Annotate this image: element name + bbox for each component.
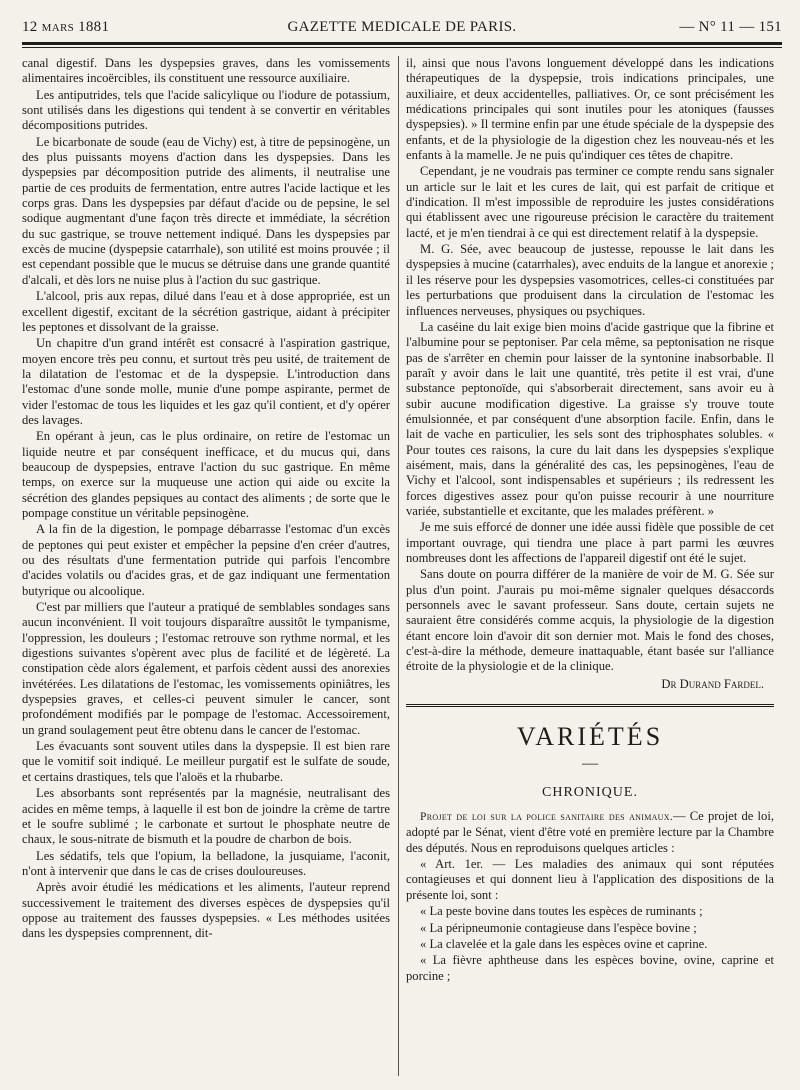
header-rule-thin	[22, 47, 782, 48]
paragraph: En opérant à jeun, cas le plus ordinaire, on retire de l'estomac un liquide neutre et par conséquent inefficace, et du mucus qui, dans beaucoup de dyspepsies, entrave l'action du suc gastrique. En même temps, on exerce sur la muqueuse une action qui aide ou excite la sécrétion des glandes pepsiques au contact des aliments ; de sorte que le pompage constitue un véritable pepsinogène.	[22, 429, 390, 520]
paragraph: Je me suis efforcé de donner une idée aussi fidèle que possible de cet important ouvrage, qui tiendra une place à part parmi les œuvres nombreuses dont les affections de l'appareil digestif ont été le sujet.	[406, 520, 774, 565]
left-column	[22, 56, 390, 943]
page-header	[22, 16, 782, 38]
paragraph: Cependant, je ne voudrais pas terminer ce compte rendu sans signaler un article sur le lait et les cures de lait, qui est parfait de critique et d'indication. Il m'est impossible de reproduire les justes considérations qui établissent avec une rigoureuse précision le caractère du traitement lacté, et je m'en tiendrai à ce qui est directement relatif à la dyspepsie.	[406, 164, 774, 240]
paragraph: C'est par milliers que l'auteur a pratiqué de semblables sondages sans aucun inconvénient. Il voit toujours disparaître aussitôt le tympanisme, l'oppression, les douleurs ; l'estomac retrouve son rythme normal, et les digestions suivantes s'opèrent avec plus de facilité et de légèreté. La constipation cède alors également, et parfois cèdent aussi des anorexies invétérées. Les dilatations de l'estomac, les vomissements opiniâtres, les dyspepsies graves, et celles-ci peuvent simuler le cancer, sont profondément modifiés par le pompage de l'estomac. Accessoirement, un grand soulagement peut être obtenu dans le cancer de l'estomac.	[22, 600, 390, 737]
article-intro: — Ce projet de loi, adopté par le Sénat, vient d'être voté en première lecture par la Chambre des députés. Nous en reproduisons quelques articles :	[406, 809, 774, 855]
list-item: « La fièvre aphtheuse dans les espèces bovine, ovine, caprine et porcine ;	[406, 953, 774, 983]
paragraph: Les évacuants sont souvent utiles dans la dyspepsie. Il est bien rare que le vomitif soit indiqué. Le meilleur purgatif est le sulfate de soude, et certains drastiques, tels que l'aloës et la rhubarbe.	[22, 739, 390, 784]
paragraph: L'alcool, pris aux repas, dilué dans l'eau et à dose appropriée, est un excellent digestif, excitant de la sécrétion gastrique, aidant à précipiter les peptones et dissolvant de la graisse.	[22, 289, 390, 334]
section-dash: —	[582, 755, 598, 773]
paragraph: Les absorbants sont représentés par la magnésie, neutralisant des acides en même temps, à laquelle il est bon de joindre la crème de tartre et le soufre sublimé ; le carbonate et surtout le phosphate neutre de chaux, le sous-nitrate de bismuth et la poudre de charbon de bois.	[22, 786, 390, 847]
newspaper-page	[22, 16, 782, 1082]
paragraph: M. G. Sée, avec beaucoup de justesse, repousse le lait dans les dyspepsies à mucine (catarrhales), avec enduits de la langue et anorexie ; il les réserve pour les dyspepsies vasomotrices, celles-ci constituées par les perturbations que produisent dans la circulation de l'estomac les influences nerveuses, physiques ou psychiques.	[406, 242, 774, 318]
list-item: « Art. 1er. — Les maladies des animaux qui sont réputées contagieuses et qui donnent lieu à l'application des dispositions de la présente loi, sont :	[406, 857, 774, 902]
article-intro-paragraph	[406, 809, 774, 856]
paragraph: Sans doute on pourra différer de la manière de voir de M. G. Sée sur plus d'un point. J'aurais pu moi-même signaler quelques désaccords personnels avec le savant professeur. Sans doute, certain sujets ne sauraient être considérés comme acquis, la physiologie de la digestion étant encore loin d'avoir dit son dernier mot. Mais le fond des choses, c'est-à-dire la méthode, demeure inattaquable, étant basée sur l'alliance étroite de la physiologie et de la clinique.	[406, 567, 774, 674]
issue-date: 12 mars 1881	[22, 19, 110, 35]
paragraph: il, ainsi que nous l'avons longuement développé dans les indications thérapeutiques de la dyspepsie, trois indications principales, une auxiliaire, et deux accidentelles, palliatives. Or, ce sont précisément les médications principales qui sont inutiles pour les atoniques (fausses dyspepsies). » Il termine enfin par une étude spéciale de la dyspepsie des enfants, et de la physiologie de la digestion chez les nouveau-nés et les enfants à la mamelle. Je ne puis qu'indiquer ces têtes de chapitre.	[406, 56, 774, 163]
header-rule	[22, 42, 782, 45]
author-signature: Dr Durand Fardel.	[661, 676, 764, 691]
section-title: VARIÉTÉS	[516, 722, 664, 752]
paragraph: canal digestif. Dans les dyspepsies graves, dans les vomissements alimentaires incoërcibles, ils constituent une ressource auxiliaire.	[22, 56, 390, 86]
list-item: « La péripneumonie contagieuse dans l'espèce bovine ;	[420, 920, 697, 935]
paragraph: Un chapitre d'un grand intérêt est consacré à l'aspiration gastrique, moyen encore très peu connu, et surtout très peu usité, de traitement de la dilatation de l'estomac et de la dyspepsie. L'introduction dans l'estomac d'une sonde molle, munie d'une pompe aspirante, permet de vider l'estomac de tous les liquides et les gaz qu'il contient, et d'y opérer des lavages.	[22, 336, 390, 427]
paragraph: La caséine du lait exige bien moins d'acide gastrique que la fibrine et l'albumine pour se peptoniser. Par cela même, sa peptonisation ne risque pas de s'arrêter en chemin pour laisser de la syntonine inabsorbable. Il paraît y avoir dans le lait une quantité, très petite il est vrai, d'une substance peptonoïde, qui s'absorberait directement, sans avoir eu à subir aucune modification digestive. La graisse s'y trouve toute émulsionnée, et par conséquent d'une absorption facile. Enfin, dans le lait de vache en particulier, les sels sont des triphosphates solubles. « Pour toutes ces raisons, la cure du lait dans les dyspepsies s'explique aisément, mais, dans la généralité des cas, les pepsinogènes, l'eau de Vichy et l'alcool, sont indispensables et supérieurs ; ils redressent les forces digestives assez pour qu'on puisse recourir à une nourriture variée, substantielle et excitante, que les malades préfèrent. »	[406, 319, 774, 518]
section-subtitle: CHRONIQUE.	[542, 785, 638, 801]
section-rule	[406, 704, 774, 707]
article-heading: Projet de loi sur la police sanitaire des animaux.	[420, 811, 674, 824]
paragraph: A la fin de la digestion, le pompage débarrasse l'estomac d'un excès de peptones qui peut exister et empêcher la pepsine d'en créer d'autres, ou des résultats d'une fermentation putride qui parfois l'encombre d'acides volatils ou d'acides gras, et de gaz indiquant une fermentation butyrique ou alcoolique.	[22, 522, 390, 598]
list-item: « La peste bovine dans toutes les espèces de ruminants ;	[420, 904, 703, 919]
issue-page-number: — N° 11 — 151	[679, 19, 782, 35]
right-column	[406, 56, 774, 985]
paragraph: Après avoir étudié les médications et les aliments, l'auteur reprend successivement le traitement des diverses espèces de dyspepsies qu'il oppose au traitement des fausses dyspepsies. « Les méthodes usitées dans les dyspepsies comprennent, dit-	[22, 880, 390, 941]
column-divider	[398, 56, 399, 1076]
list-item: « La clavelée et la gale dans les espèces ovine et caprine.	[420, 936, 708, 951]
publication-title: GAZETTE MEDICALE DE PARIS.	[287, 19, 517, 35]
paragraph: Le bicarbonate de soude (eau de Vichy) est, à titre de pepsinogène, un des plus puissants moyens d'action dans les dyspepsies. Dans les dyspepsies par décomposition putride des aliments, il neutralise une partie de ces produits de fermentation, entre autres l'acide lactique et les corps gras. Dans les dyspepsies par défaut d'acide ou de pepsine, le sel sodique augmentant d'une façon très directe et immédiate, la sécrétion du suc gastrique, se trouve nettement indiqué. Dans les dyspepsies par excès de mucine (dyspepsie catarrhale), son utilité est moins prouvée ; il est cependant possible que le mucus se détruise dans une grande quantité d'alcali, et dès lors ne nuise plus à l'action du suc gastrique.	[22, 134, 390, 287]
paragraph: Les sédatifs, tels que l'opium, la belladone, la jusquiame, l'aconit, n'ont à intervenir que dans le cas de crises douloureuses.	[22, 848, 390, 878]
paragraph: Les antiputrides, tels que l'acide salicylique ou l'iodure de potassium, sont utilisés dans les digestions qui tendent à se convertir en véritables décompositions putrides.	[22, 87, 390, 133]
